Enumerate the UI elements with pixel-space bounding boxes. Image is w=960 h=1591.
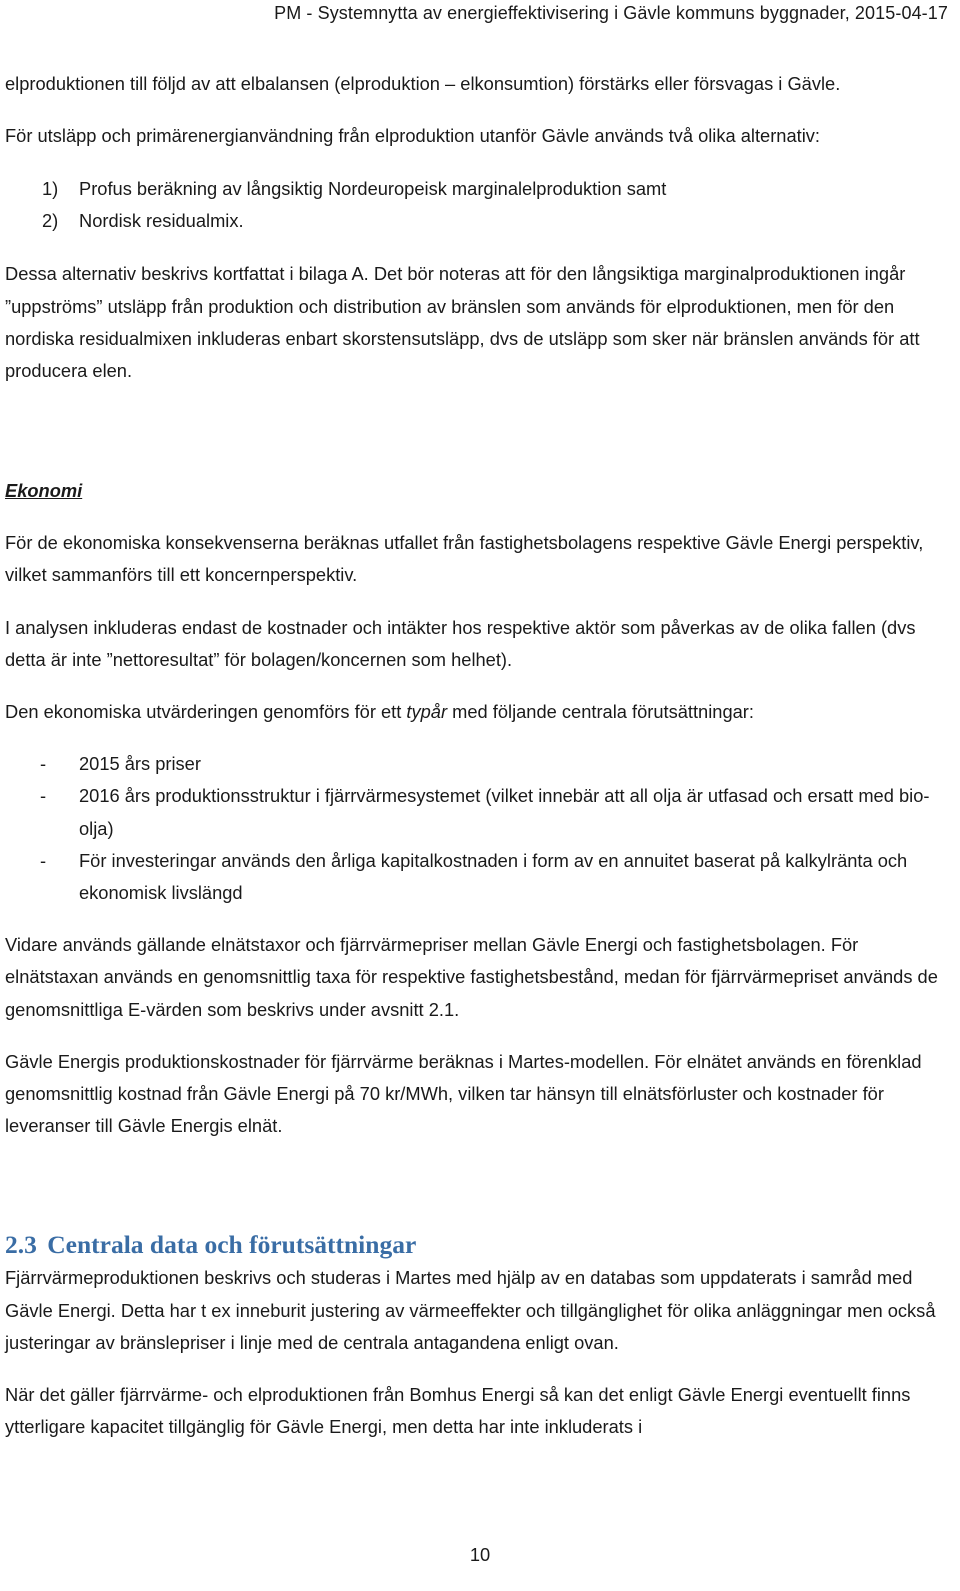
heading-number: 2.3 — [5, 1230, 37, 1260]
list-item — [5, 173, 940, 205]
list-item-text: Nordisk residualmix. — [79, 210, 244, 232]
text-run: Den ekonomiska utvärderingen genomförs för ett — [5, 701, 407, 723]
list-item — [5, 205, 940, 237]
page-number: 10 — [469, 1544, 491, 1565]
paragraph: Gävle Energis produktionskostnader för fjärrvärme beräknas i Martes-modellen. För elnätet används en förenklad genomsnittlig kostnad från Gävle Energi på 70 kr/MWh, vilken tar hänsyn till elnätsförluster och kostnader för leveranser till Gävle Energis elnät. — [5, 1050, 922, 1137]
list-item-text: Profus beräkning av långsiktig Nordeuropeisk marginalelproduktion samt — [79, 178, 667, 200]
paragraph: Dessa alternativ beskrivs kortfattat i bilaga A. Det bör noteras att för den långsiktiga marginalproduktionen ingår ”uppströms” utsläpp från produktion och distribution av bränslen som används för elproduktionen, men för den nordiska residualmixen inkluderas enbart skorstensutsläpp, dvs de utsläpp som sker när bränslen används för att producera elen. — [5, 263, 920, 382]
paragraph: I analysen inkluderas endast de kostnader och intäkter hos respektive aktör som påverkas av de olika fallen (dvs detta är inte ”nettoresultat” för bolagen/koncernen som helhet). — [5, 616, 916, 670]
paragraph: elproduktionen till följd av att elbalansen (elproduktion – elkonsumtion) förstärks eller försvagas i Gävle. — [5, 73, 841, 94]
paragraph: För de ekonomiska konsekvenserna beräknas utfallet från fastighetsbolagens respektive Gävle Energi perspektiv, vilket sammanförs till ett koncernperspektiv. — [5, 532, 924, 586]
list-item-text: 2016 års produktionsstruktur i fjärrvärmesystemet (vilket innebär att all olja är utfasad och ersatt med bio-olja) — [79, 785, 930, 839]
list-item — [5, 845, 940, 909]
dash-list — [5, 748, 940, 909]
list-item-text: För investeringar används den årliga kapitalkostnaden i form av en annuitet baserat på kalkylränta och ekonomisk livslängd — [79, 849, 908, 904]
page-header: PM - Systemnytta av energieffektivisering i Gävle kommuns byggnader, 2015-04-17 — [274, 3, 948, 23]
list-item-text: 2015 års priser — [79, 753, 201, 775]
dash-marker: - — [40, 849, 47, 871]
list-number: 2) — [42, 210, 59, 232]
paragraph: För utsläpp och primärenergianvändning från elproduktion utanför Gävle används två olika alternativ: — [5, 125, 821, 147]
list-item — [5, 780, 940, 844]
list-item — [5, 748, 940, 780]
paragraph: När det gäller fjärrvärme- och elproduktionen från Bomhus Energi så kan det enligt Gävle Energi eventuellt finns ytterligare kapacitet tillgänglig för Gävle Energi, men detta har inte inkluderats i — [5, 1384, 911, 1438]
dash-marker: - — [40, 785, 47, 807]
dash-marker: - — [40, 753, 47, 775]
text-run: med följande centrala förutsättningar: — [447, 701, 754, 723]
paragraph — [5, 696, 940, 728]
paragraph: Fjärrvärmeproduktionen beskrivs och studeras i Martes med hjälp av en databas som uppdaterats i samråd med Gävle Energi. Detta har t ex inneburit justering av värmeeffekter och tillgänglighet för olika anläggningar men också justeringar av bränslepriser i linje med de centrala antagandena enligt ovan. — [5, 1267, 936, 1353]
section-heading-2-3 — [5, 1228, 940, 1262]
document-body — [5, 68, 940, 1443]
heading-title: Centrala data och förutsättningar — [47, 1230, 417, 1260]
list-number: 1) — [42, 178, 59, 200]
section-title-ekonomi: Ekonomi — [5, 480, 83, 502]
paragraph: Vidare används gällande elnätstaxor och fjärrvärmepriser mellan Gävle Energi och fastighetsbolagen. För elnätstaxan används en genomsnittlig taxa för respektive fastighetsbestånd, medan för fjärrvärmepriset används de genomsnittliga E-värden som beskrivs under avsnitt 2.1. — [5, 934, 938, 1020]
numbered-list — [5, 173, 940, 237]
emphasis-typar: typår — [406, 701, 448, 723]
